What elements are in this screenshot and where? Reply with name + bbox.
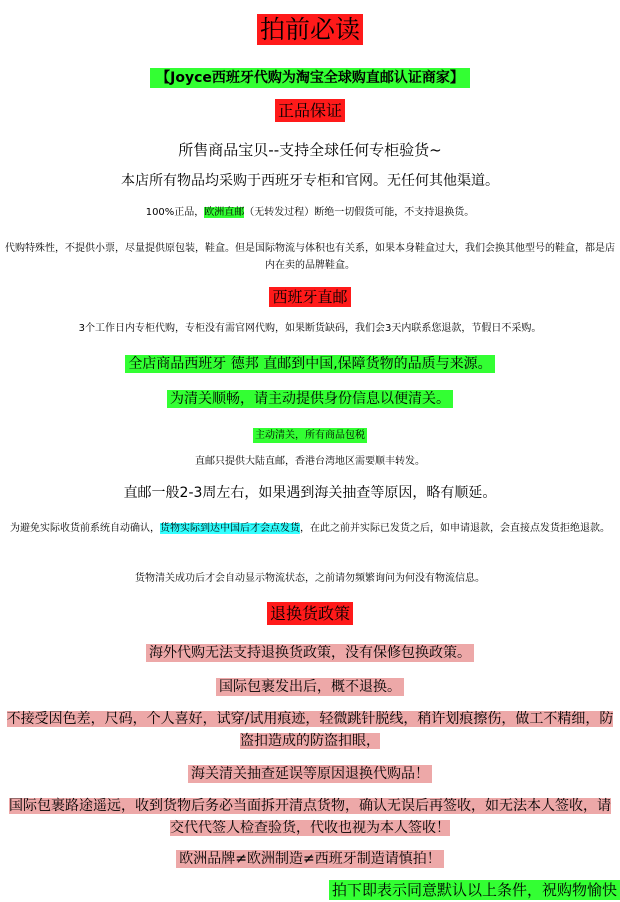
- shipping-line-4: 主动清关，所有商品包税: [255, 430, 365, 441]
- return-line-1: 海外代购无法支持退换货政策，没有保修包换政策。: [0, 642, 620, 663]
- highlight-ship-after-arrival: 货物实际到达中国后才会点发货: [160, 523, 300, 534]
- page-title: [0, 14, 620, 45]
- shipping-line-6: 直邮一般2-3周左右，如果遇到海关抽查等原因，略有顺延。: [123, 485, 497, 501]
- closing-note: 拍下即表示同意默认以上条件，祝购物愉快: [329, 880, 620, 900]
- authentic-line-1: 所售商品宝贝--支持全球任何专柜验货~: [178, 141, 442, 159]
- shipping-line-5: 直邮只提供大陆直邮，香港台湾地区需要顺丰转发。: [195, 456, 425, 467]
- page-title-text: 拍前必读: [257, 14, 363, 45]
- store-subtitle: [0, 67, 620, 88]
- store-subtitle-text: 【Joyce西班牙代购为淘宝全球购直邮认证商家】: [150, 68, 470, 88]
- authentic-line-3: 100%正品，欧洲直邮（无转发过程）断绝一切假货可能，不支持退换货。: [145, 207, 475, 218]
- section-heading-authentic: 正品保证: [0, 101, 620, 121]
- shipping-line-8: 货物清关成功后才会自动显示物流状态，之前请勿频繁询问为何没有物流信息。: [135, 573, 485, 584]
- section-heading-return: 退换货政策: [0, 604, 620, 624]
- authentic-line-2: 本店所有物品均采购于西班牙专柜和官网。无任何其他渠道。: [121, 173, 499, 189]
- highlight-eu-direct: 欧洲直邮: [204, 207, 245, 218]
- shipping-line-2: 全店商品西班牙 德邦 直邮到中国,保障货物的品质与来源。: [0, 353, 620, 374]
- return-line-3: 不接受因色差，尺码，个人喜好，试穿/试用痕迹，轻微跳针脱线，稍许划痕擦伤，做工不精细，防盗扣造成的防盗扣眼，: [6, 711, 614, 749]
- shipping-line-1: 3个工作日内专柜代购，专柜没有需官网代购，如果断货缺码，我们会3天内联系您退款，节假日不采购。: [78, 323, 542, 334]
- shipping-line-7: 为避免实际收货前系统自动确认，货物实际到达中国后才会点发货，在此之前并实际已发货之后，如申请退款，会直接点发货拒绝退款。: [10, 523, 610, 534]
- return-line-5: 国际包裹路途遥远，收到货物后务必当面拆开清点货物，确认无误后再签收，如无法本人签收，请交代代签人检查验货，代收也视为本人签收！: [9, 798, 611, 836]
- return-line-4: 海关清关抽查延误等原因退换代购品！: [0, 763, 620, 784]
- return-line-2: 国际包裹发出后，概不退换。: [0, 676, 620, 697]
- shipping-line-3: 为清关顺畅，请主动提供身份信息以便清关。: [0, 388, 620, 409]
- return-line-6: 欧洲品牌≠欧洲制造≠西班牙制造请慎拍！: [0, 848, 620, 869]
- authentic-line-4: 代购特殊性，不提供小票，尽量提供原包装，鞋盒。但是国际物流与体积也有关系，如果本身鞋盒过大，我们会换其他型号的鞋盒，都是店内在卖的品牌鞋盒。: [5, 243, 615, 271]
- section-heading-shipping: 西班牙直邮: [0, 287, 620, 307]
